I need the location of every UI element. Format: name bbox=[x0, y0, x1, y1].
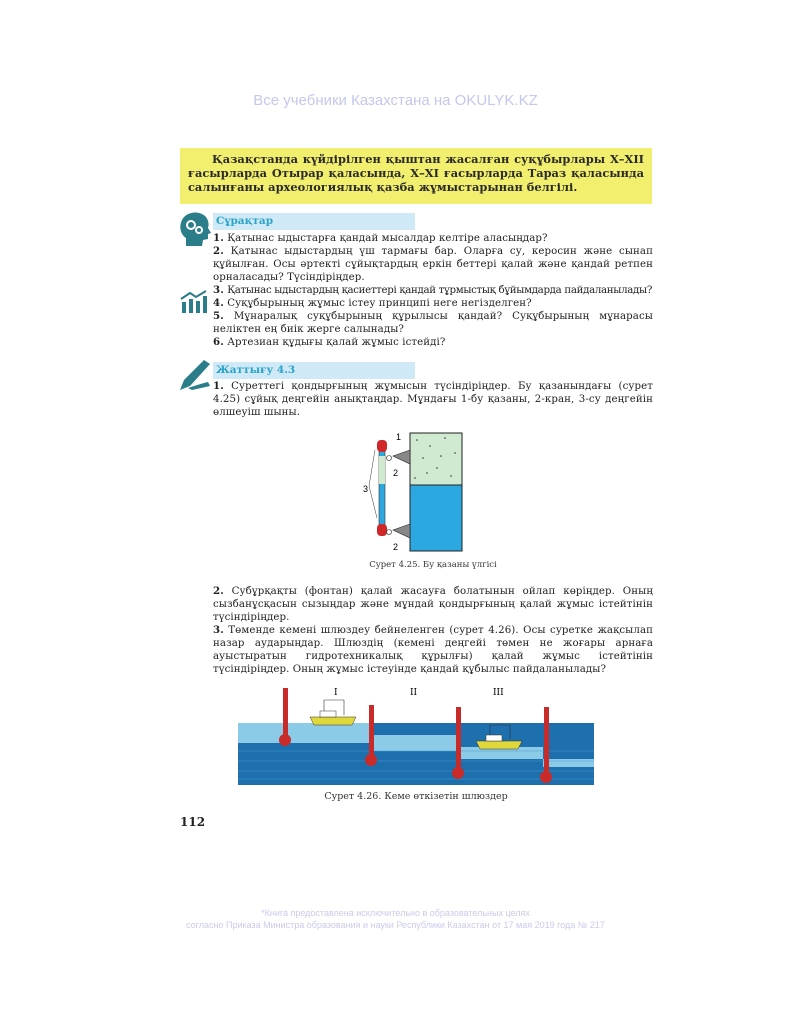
footer-line-1: *Книга предоставлена исключительно в образовательных целях bbox=[261, 908, 530, 918]
question-item bbox=[213, 245, 653, 284]
exercise-item-3 bbox=[213, 624, 653, 676]
footer-note bbox=[0, 907, 791, 931]
figure-ship-locks bbox=[238, 685, 594, 785]
label-gauge-glass: 3 bbox=[363, 484, 369, 494]
item-text: Субұрқақты (фонтан) қалай жасауға болатынын ойлап көріңдер. Оның сызбанұсқасын сызыңдар және мұндай қондырғының қалай жұмыс істейтінін түсіндіріңдер. bbox=[213, 586, 653, 623]
item-number: 3. bbox=[213, 284, 224, 296]
item-number: 1. bbox=[213, 380, 224, 392]
questions-heading: Сұрақтар bbox=[213, 213, 415, 230]
item-number: 1. bbox=[213, 232, 224, 244]
item-number: 2. bbox=[213, 585, 224, 597]
page-number: 112 bbox=[180, 815, 206, 829]
question-item bbox=[213, 297, 653, 310]
fact-box: Қазақстанда күйдірілген қыштан жасалған суқұбырлары X–XII ғасырларда Отырар қаласында, X–XI ғасырларда Тараз қаласында салынғаны археологиялық қазба жұмыстарынан белгілі. bbox=[180, 148, 652, 204]
item-text: Мұнаралық суқұбырының құрылысы қандай? Суқұбырының мұнарасы неліктен ең биік жерге салынады? bbox=[213, 311, 653, 335]
item-number: 2. bbox=[213, 245, 224, 257]
item-number: 3. bbox=[213, 624, 224, 636]
exercise-item-1 bbox=[213, 380, 653, 419]
item-text: Суреттегі қондырғының жұмысын түсіндіріңдер. Бу қазанындағы (сурет 4.25) сұйық деңгейін анықтаңдар. Мұндағы 1-бу қазаны, 2-кран, 3-су деңгейін өлшеуіш шыны. bbox=[213, 381, 654, 418]
figure-26-caption: Сурет 4.26. Кеме өткізетін шлюздер bbox=[324, 791, 508, 802]
figure-steam-boiler bbox=[355, 428, 470, 552]
label-valve-top: 2 bbox=[393, 468, 399, 478]
lock-label-2: II bbox=[410, 688, 418, 698]
label-valve-bottom: 2 bbox=[393, 542, 399, 552]
question-item bbox=[213, 336, 653, 349]
question-item bbox=[213, 310, 653, 336]
head-gears-icon bbox=[178, 210, 212, 248]
item-text: Суқұбырының жұмыс істеу принципі неге негізделген? bbox=[227, 298, 532, 309]
item-number: 4. bbox=[213, 297, 224, 309]
lock-label-1: I bbox=[334, 688, 338, 698]
question-item bbox=[213, 284, 653, 297]
exercise-item-2 bbox=[213, 585, 653, 624]
questions-list bbox=[213, 232, 653, 349]
figure-25-caption: Сурет 4.25. Бу қазаны үлгісі bbox=[369, 560, 497, 570]
ship-icon bbox=[310, 700, 356, 725]
growth-chart-icon bbox=[180, 290, 208, 314]
label-boiler: 1 bbox=[396, 432, 402, 442]
pen-icon bbox=[178, 358, 212, 392]
question-item bbox=[213, 232, 653, 245]
item-number: 6. bbox=[213, 336, 224, 348]
exercise-items-2-3 bbox=[213, 585, 653, 676]
item-text: Қатынас ыдыстардың үш тармағы бар. Оларға су, керосин және сынап құйылған. Осы әртекті сұйықтардың еркін беттері қалай және қандай ретпен орналасады? Түсіндіріңдер. bbox=[213, 246, 653, 283]
item-text: Қатынас ыдыстардың қасиеттері қандай тұрмыстық бұйымдарда пайдаланылады? bbox=[227, 285, 652, 296]
exercise-heading: Жаттығу 4.3 bbox=[213, 362, 415, 379]
item-text: Артезиан құдығы қалай жұмыс істейді? bbox=[227, 337, 446, 348]
item-text: Қатынас ыдыстарға қандай мысалдар келтіре аласыңдар? bbox=[227, 233, 548, 244]
watermark: Все учебники Казахстана на OKULYK.KZ bbox=[253, 92, 538, 109]
item-number: 5. bbox=[213, 310, 224, 322]
footer-line-2: согласно Приказа Министра образования и науки Республики Казахстан от 17 мая 2019 года № 217 bbox=[186, 920, 605, 930]
lock-label-3: III bbox=[493, 688, 504, 698]
item-text: Төменде кемені шлюздеу бейнеленген (сурет 4.26). Осы суретке жақсылап назар аударыңдар. Шлюздің (кемені деңгейі төмен не жоғары арнаға ауыстыратын гидротехникалық құрылғы) қалай жұмыс істейтінін түсіндіріңдер. Оның жұмыс істеуінде қандай құбылыс пайдаланылады? bbox=[213, 625, 654, 675]
